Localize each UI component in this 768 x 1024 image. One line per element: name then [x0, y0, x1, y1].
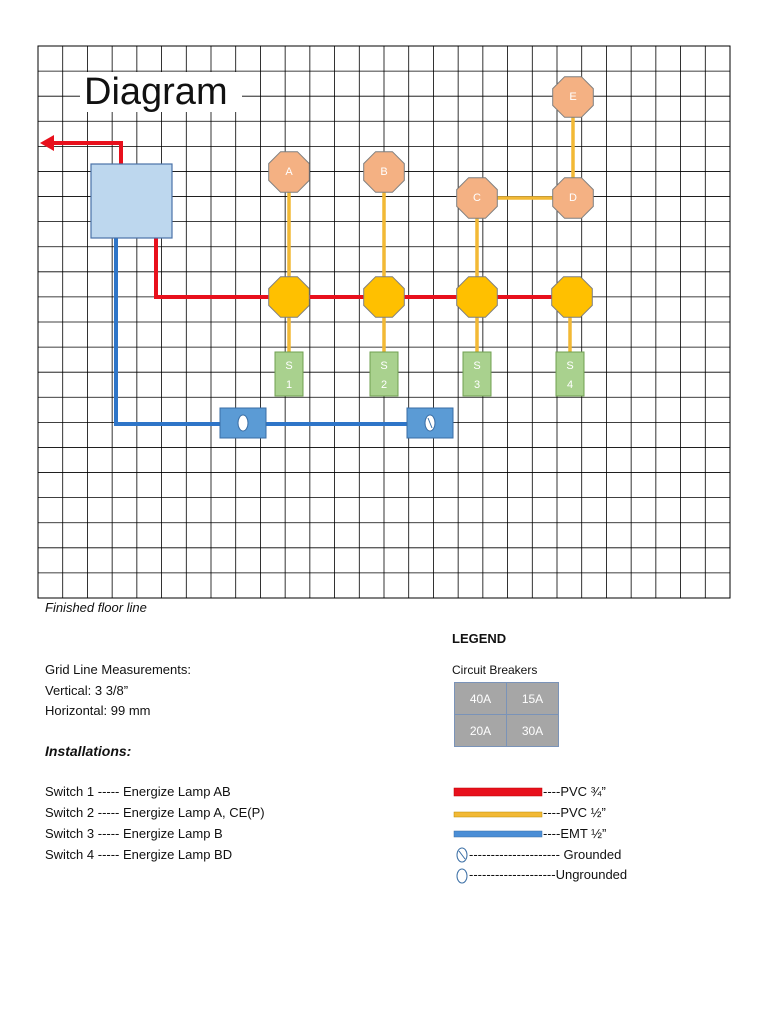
grid-measurements-heading: Grid Line Measurements:: [45, 662, 191, 677]
legend-emt-half: ----EMT ½”: [543, 826, 607, 841]
floor-line-label: Finished floor line: [45, 600, 147, 615]
installations-heading: Installations:: [45, 743, 132, 759]
components: [91, 77, 593, 438]
switch-label: S: [380, 360, 388, 372]
installation-item: Switch 3 ----- Energize Lamp B: [45, 826, 223, 841]
ungrounded-receptacle-icon: [457, 869, 467, 883]
installation-item: Switch 2 ----- Energize Lamp A, CE(P): [45, 805, 265, 820]
page-title: Diagram: [84, 71, 228, 113]
breaker-cell: 20A: [455, 715, 506, 746]
lamp-label: C: [473, 192, 481, 204]
breaker-cell: 40A: [455, 683, 506, 714]
grid-vertical-measure: Vertical: 3 3/8”: [45, 683, 129, 698]
junction-box-1: [269, 277, 310, 318]
grid-horizontal-measure: Horizontal: 99 mm: [45, 703, 151, 718]
yellow-pvc-swatch-icon: [454, 812, 542, 817]
switch-label: S: [566, 360, 574, 372]
switch-label: S: [285, 360, 293, 372]
legend-ungrounded: --------------------Ungrounded: [469, 867, 628, 882]
installation-item: Switch 4 ----- Energize Lamp BD: [45, 847, 233, 862]
legend-pvc-three-quarter: ----PVC ¾”: [543, 784, 606, 799]
red-arrow-head-icon: [40, 135, 54, 151]
switch-label: 2: [380, 379, 388, 391]
receptacle-slot-icon: [238, 415, 248, 431]
switch-label: S: [473, 360, 481, 372]
red-pvc-swatch-icon: [454, 788, 542, 796]
distribution-panel: [91, 164, 172, 238]
junction-box-4: [552, 277, 593, 318]
blue-emt-swatch-icon: [454, 831, 542, 837]
breaker-cell: 30A: [507, 715, 558, 746]
legend-grounded: --------------------- Grounded: [469, 847, 622, 862]
circuit-breaker-panel: [454, 682, 559, 747]
lamp-label: B: [380, 166, 388, 178]
junction-box-3: [457, 277, 498, 318]
installation-item: Switch 1 ----- Energize Lamp AB: [45, 784, 231, 799]
lamp-label: A: [285, 166, 293, 178]
legend-pvc-half: ----PVC ½”: [543, 805, 606, 820]
circuit-breakers-label: Circuit Breakers: [452, 663, 538, 677]
breaker-cell: 15A: [507, 683, 558, 714]
switch-label: 3: [473, 379, 481, 391]
switch-label: 4: [566, 379, 574, 391]
lamp-label: D: [569, 192, 577, 204]
legend-title: LEGEND: [452, 631, 507, 646]
switch-label: 1: [285, 379, 293, 391]
lamp-label: E: [569, 91, 577, 103]
junction-box-2: [364, 277, 405, 318]
